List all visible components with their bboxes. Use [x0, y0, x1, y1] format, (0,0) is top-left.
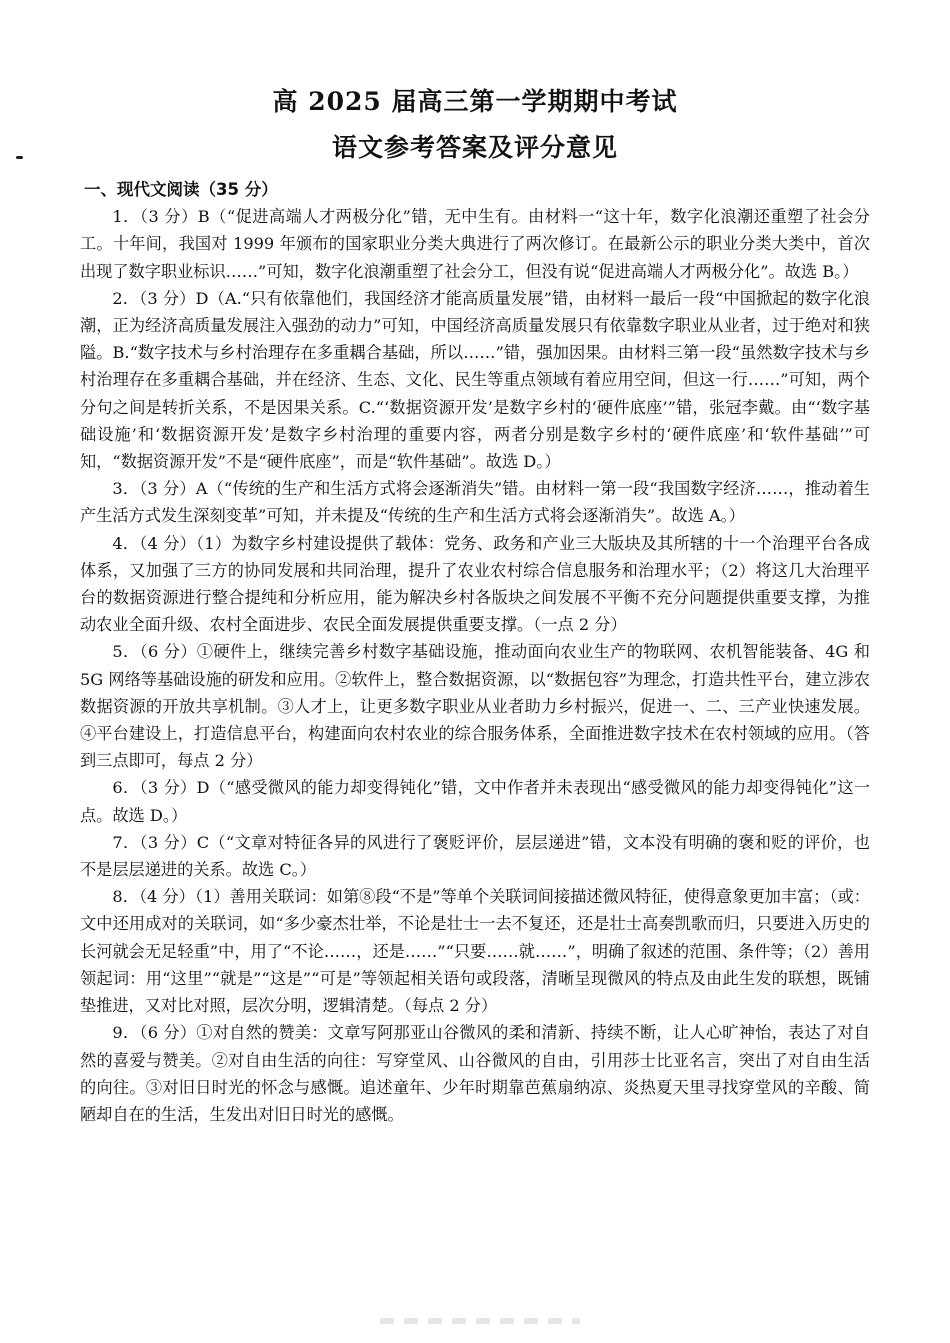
answer-item-9: 9．（6 分）①对自然的赞美：文章写阿那亚山谷微风的柔和清新、持续不断，让人心旷神怡，表达了对自然的喜爱与赞美。②对自由生活的向往：写穿堂风、山谷微风的自由，引用莎士比亚名言，突出了对自由生活的向往。③对旧日时光的怀念与感慨。追述童年、少年时期靠芭蕉扇纳凉、炎热夏天里寻找穿堂风的辛酸、简陋却自在的生活，生发出对旧日时光的感慨。 [80, 1023, 870, 1124]
answer-item-5: 5．（6 分）①硬件上，继续完善乡村数字基础设施，推动面向农业生产的物联网、农机智能装备、4G 和 5G 网络等基础设施的研发和应用。②软件上，整合数据资源，以“数据包容”为理念，打造共性平台，建立涉农数据资源的开放共享机制。③人才上，让更多数字职业从业者助力乡村振兴，促进一、二、三产业快速发展。④平台建设上，打造信息平台，构建面向农村农业的综合服务体系，全面推进数字技术在农村领域的应用。（答到三点即可，每点 2 分） [80, 642, 870, 771]
answer-item-2: 2．（3 分）D（A.“只有依靠他们，我国经济才能高质量发展”错，由材料一最后一段“中国掀起的数字化浪潮，正为经济高质量发展注入强劲的动力”可知，中国经济高质量发展只有依靠数字职业从业者，过于绝对和狭隘。B.“数字技术与乡村治理存在多重耦合基础，所以……”错，强加因果。由材料三第一段“虽然数字技术与乡村治理存在多重耦合基础，并在经济、生态、文化、民生等重点领域有着应用空间，但这一行……”可知，两个分句之间是转折关系，不是因果关系。C.“‘数据资源开发’是数字乡村的‘硬件底座’”错，张冠李戴。由“‘数字基础设施’和‘数据资源开发’是数字乡村治理的重要内容，两者分别是数字乡村的‘硬件底座’和‘软件基础’”可知，“数据资源开发”不是“硬件底座”，而是“软件基础”。故选 D。） [80, 288, 870, 472]
answer-item-3: 3．（3 分）A（“传统的生产和生活方式将会逐渐消失”错。由材料一第一段“我国数字经济……，推动着生产生活方式发生深刻变革”可知，并未提及“传统的生产和生活方式将会逐渐消失”。故选 A。） [80, 479, 870, 526]
answer-content [80, 176, 870, 1128]
answer-item-6: 6．（3 分）D（“感受微风的能力却变得钝化”错，文中作者并未表现出“感受微风的能力却变得钝化”这一点。故选 D。） [80, 778, 870, 825]
faded-footer [380, 1318, 580, 1324]
document-subtitle: 语文参考答案及评分意见 [331, 133, 618, 162]
section-heading: 一、现代文阅读（35 分） [84, 180, 278, 199]
answer-item-8: 8．（4 分）（1）善用关联词：如第⑧段“不是”等单个关联词间接描述微风特征，使得意象更加丰富；（或：文中还用成对的关联词，如“多少豪杰壮举，不论是壮士一去不复还，还是壮士高奏凯歌而归，只要进入历史的长河就会无足轻重”中，用了“不论……，还是……”“只要……就……”，明确了叙述的范围、条件等；（2）善用领起词：用“这里”“就是”“这是”“可是”等领起相关语句或段落，清晰呈现微风的特点及由此生发的联想，既铺垫推进，又对比对照，层次分明，逻辑清楚。（每点 2 分） [80, 887, 870, 1016]
answer-item-7: 7．（3 分）C（“文章对特征各异的风进行了褒贬评价，层层递进”错，文本没有明确的褒和贬的评价，也不是层层递进的关系。故选 C。） [80, 832, 870, 880]
answer-item-1: 1．（3 分）B（“促进高端人才两极分化”错，无中生有。由材料一“这十年，数字化浪潮还重塑了社会分工。十年间，我国对 1999 年颁布的国家职业分类大典进行了两次修订。在最新公示的职业分类大类中，首次出现了数字职业标识……”可知，数字化浪潮重塑了社会分工，但没有说“促进高端人才两极分化”。故选 B。） [80, 207, 870, 281]
exam-title: 高 2025 届高三第一学期期中考试 [272, 87, 678, 116]
answer-item-4: 4．（4 分）（1）为数字乡村建设提供了载体：党务、政务和产业三大版块及其所辖的十一个治理平台各成体系，又加强了三方的协同发展和共同治理，提升了农业农村综合信息服务和治理水平；（2）将这几大治理平台的数据资源进行整合提纯和分析应用，能为解决乡村各版块之间发展不平衡不充分问题提供重要支撑，为推动农业全面升级、农村全面进步、农民全面发展提供重要支撑。（一点 2 分） [80, 533, 870, 635]
